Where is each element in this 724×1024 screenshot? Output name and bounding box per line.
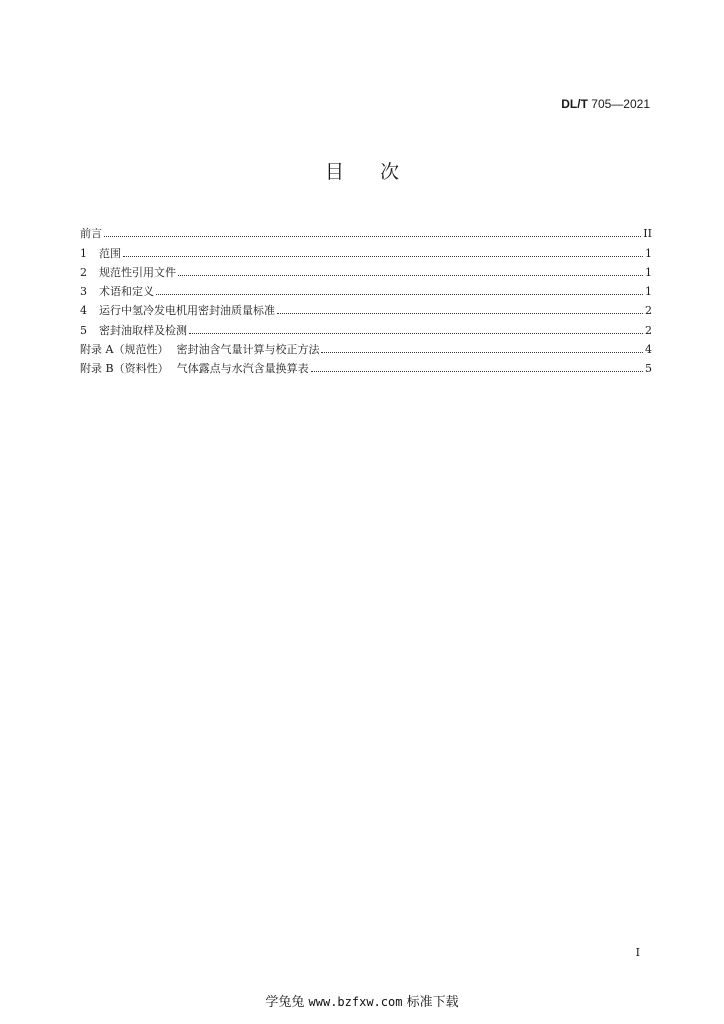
toc-entry-terms-definitions[interactable] <box>80 280 652 299</box>
toc-entry-label: 运行中氢冷发电机用密封油质量标准 <box>99 304 275 318</box>
toc-entry-normative-references[interactable] <box>80 261 652 280</box>
toc-entry-label: 范围 <box>99 246 121 260</box>
toc-entry-page: 1 <box>645 246 652 260</box>
toc-leader-dots <box>277 313 643 314</box>
toc-entry-label: 术语和定义 <box>99 285 154 299</box>
toc-leader-dots <box>156 294 643 295</box>
toc-entry-number: 4 <box>80 304 87 318</box>
toc-entry-label: 密封油取样及检测 <box>99 323 187 337</box>
toc-entry-page: 5 <box>645 362 652 376</box>
toc-entry-quality-standard[interactable] <box>80 299 652 318</box>
toc-entry-number: 3 <box>80 285 87 299</box>
toc-entry-scope[interactable] <box>80 241 652 260</box>
toc-entry-appendix-b[interactable] <box>80 357 652 376</box>
toc-entry-page: 2 <box>645 304 652 318</box>
toc-leader-dots <box>321 352 643 353</box>
toc-entry-page: II <box>643 227 652 241</box>
toc-entry-appendix-a[interactable] <box>80 338 652 357</box>
toc-entry-page: 2 <box>645 323 652 337</box>
footer-watermark <box>0 994 724 1011</box>
toc-entry-label: 密封油含气量计算与校正方法 <box>176 343 320 357</box>
page-title: 目次 <box>324 161 435 183</box>
toc-entry-page: 1 <box>645 285 652 299</box>
toc-entry-number: 2 <box>80 265 87 279</box>
toc-entry-page: 1 <box>645 265 652 279</box>
toc-leader-dots <box>311 371 643 372</box>
toc-entry-label: 规范性引用文件 <box>99 265 176 279</box>
toc-entry-number: 5 <box>80 323 87 337</box>
toc-leader-dots <box>178 275 643 276</box>
document-code <box>561 97 650 111</box>
document-code-prefix: DL/T <box>561 97 588 111</box>
watermark-tail: 标准下载 <box>406 995 459 1010</box>
toc-entry-label: 前言 <box>80 227 102 241</box>
toc-leader-dots <box>104 236 641 237</box>
watermark-url[interactable]: www.bzfxw.com <box>308 995 403 1009</box>
toc-entry-number: 附录 A（规范性） <box>80 343 169 357</box>
watermark-site-name: 学兔兔 <box>265 995 305 1010</box>
table-of-contents <box>80 222 652 376</box>
toc-entry-sampling-testing[interactable] <box>80 318 652 337</box>
toc-entry-page: 4 <box>645 343 652 357</box>
toc-entry-label: 气体露点与水汽含量换算表 <box>176 362 309 376</box>
toc-leader-dots <box>123 256 643 257</box>
page-number: I <box>635 946 640 959</box>
document-code-number: 705—2021 <box>587 97 650 111</box>
toc-entry-number: 1 <box>80 246 87 260</box>
toc-leader-dots <box>189 333 643 334</box>
toc-entry-number: 附录 B（资料性） <box>80 362 169 376</box>
toc-entry-foreword[interactable] <box>80 222 652 241</box>
